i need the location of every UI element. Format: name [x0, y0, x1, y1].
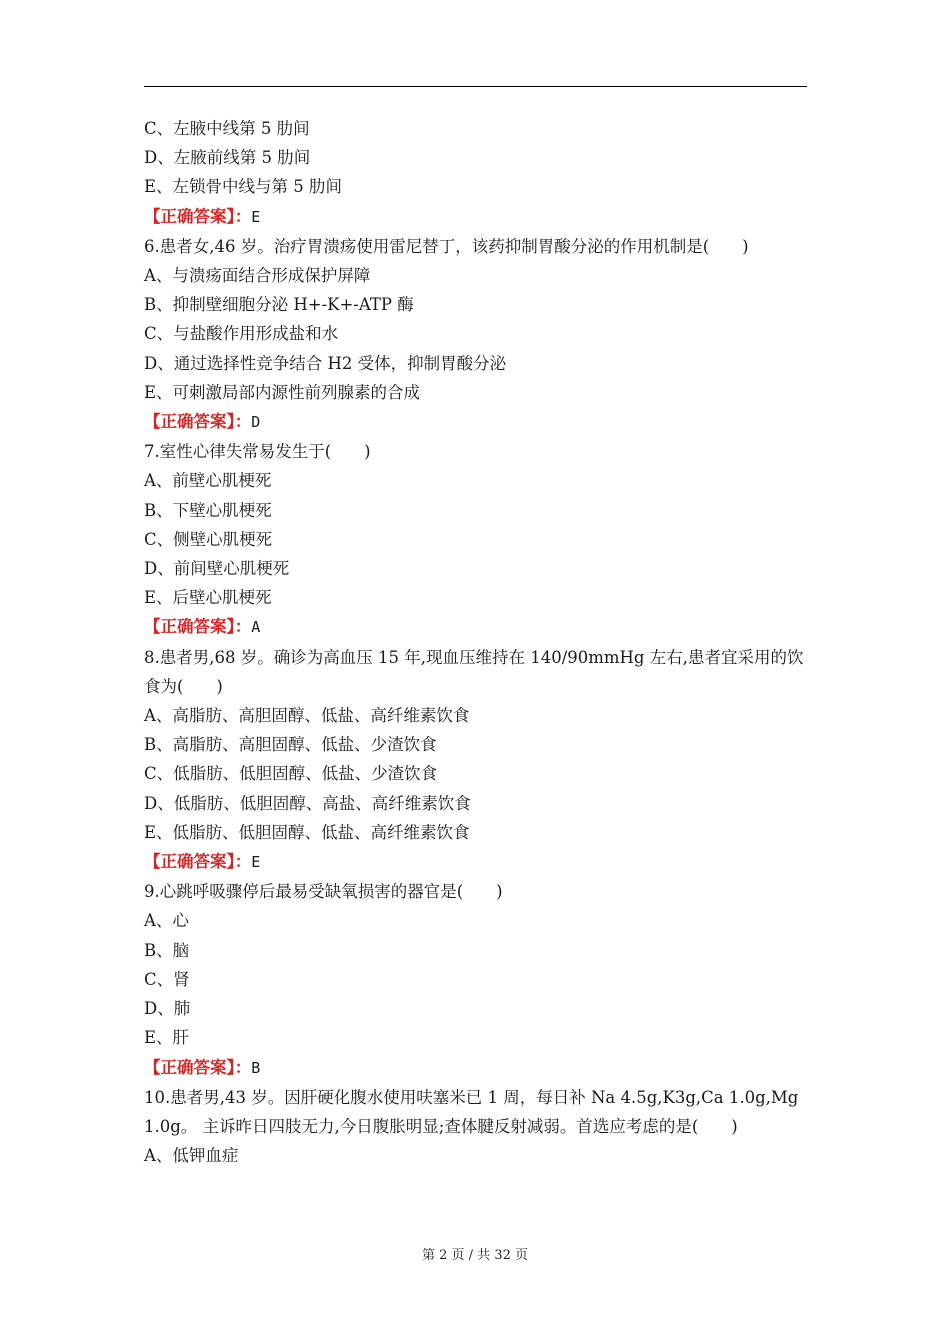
option-text: A、心	[144, 911, 189, 931]
option-text: E、可刺激局部内源性前列腺素的合成	[144, 382, 421, 402]
option-text: A、与溃疡面结合形成保护屏障	[144, 266, 371, 286]
option-text: C、侧壁心肌梗死	[144, 529, 273, 549]
option-text: C、左腋中线第 5 肋间	[144, 119, 310, 138]
answer-value: D	[251, 413, 261, 432]
question-text: 7.室性心律失常易发生于( )	[144, 442, 371, 462]
option-text: A、低钾血症	[144, 1146, 239, 1166]
option-text: D、前间壁心肌梗死	[144, 559, 290, 579]
option-text: D、低脂肪、低胆固醇、高盐、高纤维素饮食	[144, 793, 471, 813]
answer-line	[144, 612, 808, 642]
answer-line	[144, 202, 808, 232]
option-text: C、与盐酸作用形成盐和水	[144, 324, 339, 344]
option-text: B、抑制壁细胞分泌 H+-K+-ATP 酶	[144, 295, 414, 315]
option-text: E、肝	[144, 1028, 190, 1048]
answer-label: 【正确答案】：	[144, 412, 252, 432]
header-rule	[144, 86, 807, 87]
answer-label: 【正确答案】：	[144, 852, 252, 872]
answer-label: 【正确答案】：	[144, 206, 252, 226]
option-text: C、肾	[144, 969, 190, 989]
answer-value: E	[251, 853, 261, 872]
option-text: A、前壁心肌梗死	[144, 471, 272, 491]
option-text: E、后壁心肌梗死	[144, 588, 272, 608]
option-text: B、下壁心肌梗死	[144, 500, 272, 520]
option-text: C、低脂肪、低胆固醇、低盐、少渣饮食	[144, 764, 438, 784]
option-text: E、左锁骨中线与第 5 肋间	[144, 177, 343, 197]
answer-value: A	[251, 618, 261, 637]
option-text: E、低脂肪、低胆固醇、低盐、高纤维素饮食	[144, 822, 470, 842]
option-text: A、高脂肪、高胆固醇、低盐、高纤维素饮食	[144, 706, 470, 726]
question-text: 10.患者男,43 岁。因肝硬化腹水使用呋塞米已 1 周，每日补 Na 4.5g,K3g,Ca 1.0g,Mg 1.0g。 主诉昨日四肢无力,今日腹胀明显;查体腱反射减弱。首选应考虑的是( )	[144, 1087, 799, 1136]
question-text: 9.心跳呼吸骤停后最易受缺氧损害的器官是( )	[144, 882, 503, 902]
answer-line	[144, 847, 808, 877]
question-text: 6.患者女,46 岁。治疗胃溃疡使用雷尼替丁，该药抑制胃酸分泌的作用机制是( )	[144, 236, 749, 256]
answer-label: 【正确答案】：	[144, 617, 252, 637]
option-text: D、肺	[144, 999, 191, 1019]
answer-value: B	[251, 1058, 261, 1077]
page-content	[144, 114, 808, 1170]
answer-value: E	[251, 207, 261, 226]
answer-line	[144, 1053, 808, 1083]
option-text: B、脑	[144, 940, 190, 960]
option-text: D、通过选择性竞争结合 H2 受体，抑制胃酸分泌	[144, 353, 507, 373]
answer-line	[144, 407, 808, 437]
answer-label: 【正确答案】：	[144, 1057, 252, 1077]
page-footer: 第 2 页 / 共 32 页	[422, 1248, 528, 1263]
question-text: 8.患者男,68 岁。确诊为高血压 15 年,现血压维持在 140/90mmHg 左右,患者宜采用的饮食为( )	[144, 647, 804, 696]
option-text: B、高脂肪、高胆固醇、低盐、少渣饮食	[144, 735, 437, 755]
option-text: D、左腋前线第 5 肋间	[144, 148, 311, 168]
